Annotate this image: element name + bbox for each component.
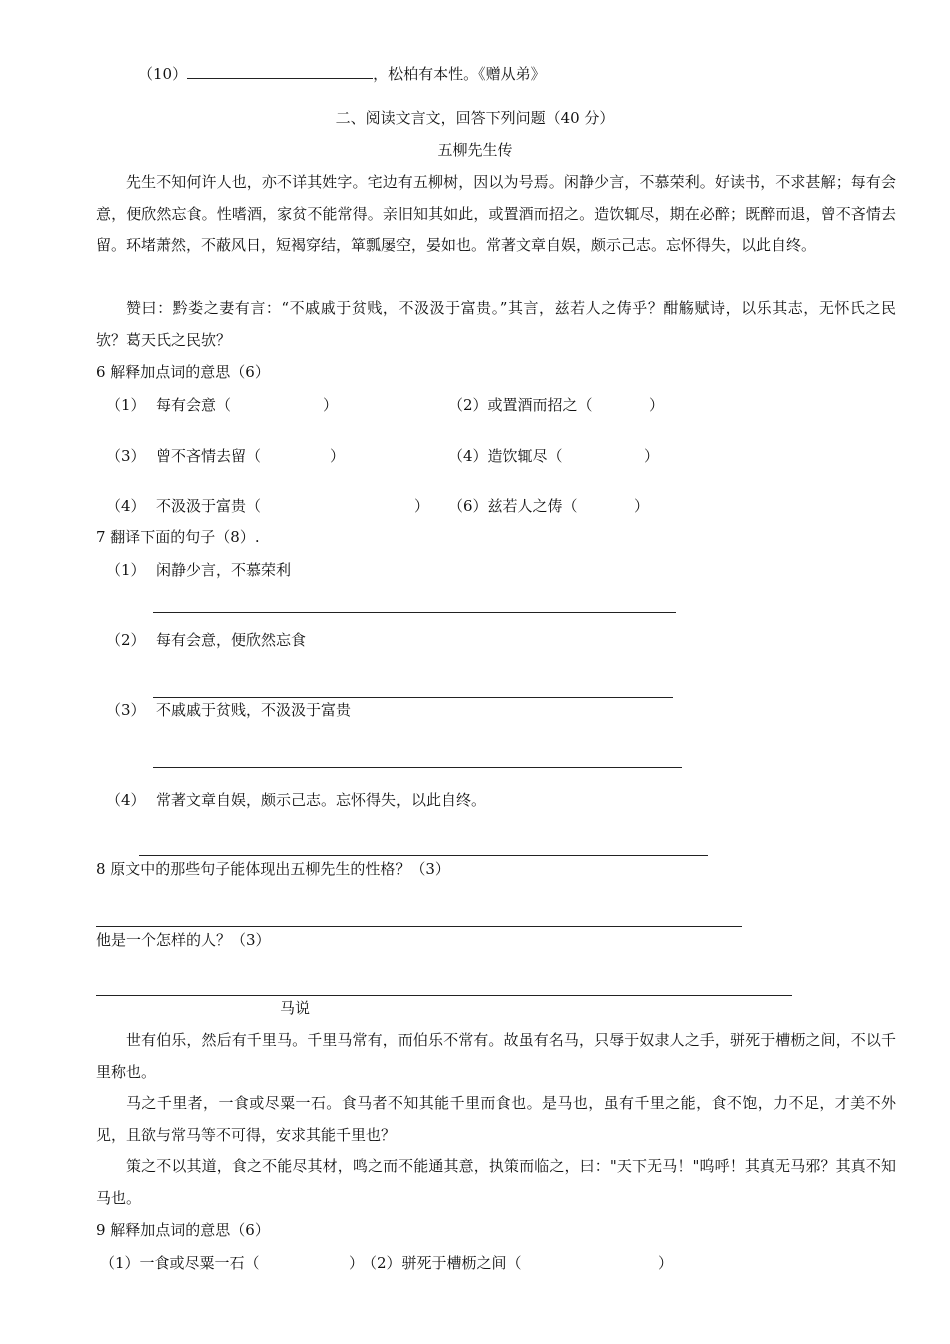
- passage2-paragraph2: 马之千里者，一食或尽粟一石。食马者不知其能千里而食也。是马也，虽有千里之能，食不饱，力不足，才美不外见，且欲与常马等不可得，安求其能千里也？: [96, 1094, 896, 1144]
- q6-item6-text: （6）兹若人之俦（: [448, 497, 578, 515]
- passage2-paragraph1: 世有伯乐，然后有千里马。千里马常有，而伯乐不常有。故虽有名马，只辱于奴隶人之手，骈死于槽枥之间，不以千里称也。: [96, 1031, 896, 1081]
- q6-item5-num: （4）: [106, 497, 146, 515]
- q6-item6-close: ）: [634, 497, 650, 515]
- q7-item4-num: （4）: [106, 791, 146, 809]
- q9-item2-close: ）: [658, 1254, 674, 1272]
- q8-sub-answer-line[interactable]: [96, 995, 792, 996]
- q7-item3-answer-line[interactable]: [153, 767, 682, 768]
- q7-item1-num: （1）: [106, 561, 146, 579]
- q6-item3-num: （3）: [106, 447, 146, 465]
- q7-item3-num: （3）: [106, 701, 146, 719]
- q6-title: 6 解释加点词的意思（6）: [96, 363, 270, 381]
- passage2-title: 马说: [280, 999, 311, 1017]
- q6-item2-text: （2）或置酒而招之（: [448, 396, 593, 414]
- q6-item1-close: ）: [323, 396, 339, 414]
- q6-item1-text: 每有会意（: [156, 396, 232, 414]
- passage1-paragraph2: 赞曰：黔娄之妻有言：“不戚戚于贫贱，不汲汲于富贵。”其言，兹若人之俦乎？酣觞赋诗，以乐其志，无怀氏之民欤？葛天氏之民欤？: [96, 299, 896, 349]
- q8-answer-line[interactable]: [96, 926, 742, 927]
- q6-item4-text: （4）造饮辄尽（: [448, 447, 563, 465]
- q7-item1-answer-line[interactable]: [153, 612, 676, 613]
- q7-item4-text: 常著文章自娱，颇示己志。忘怀得失，以此自终。: [156, 791, 487, 809]
- q7-title: 7 翻译下面的句子（8）.: [96, 528, 260, 546]
- q7-item1-text: 闲静少言，不慕荣利: [156, 561, 292, 579]
- q10-line: [138, 64, 546, 84]
- q7-item2-text: 每有会意，便欣然忘食: [156, 631, 307, 649]
- q9-title: 9 解释加点词的意思（6）: [96, 1221, 270, 1239]
- q6-item3-close: ）: [330, 447, 346, 465]
- q9-item1-text: （1）一食或尽粟一石（: [100, 1254, 260, 1272]
- q9-item1-close: ）: [349, 1254, 365, 1272]
- q7-item3-text: 不戚戚于贫贱，不汲汲于富贵: [156, 701, 352, 719]
- q6-item5-close: ）: [414, 497, 430, 515]
- q10-number: （10）: [138, 65, 188, 83]
- q7-item2-answer-line[interactable]: [153, 697, 673, 698]
- passage2-paragraph3: 策之不以其道，食之不能尽其材，鸣之而不能通其意，执策而临之，曰："天下无马！"呜呼！其真无马邪？其真不知马也。: [96, 1157, 896, 1207]
- q6-item2-close: ）: [649, 396, 665, 414]
- q6-item4-close: ）: [644, 447, 660, 465]
- q6-item1-num: （1）: [106, 396, 146, 414]
- passage1-title: 五柳先生传: [437, 141, 513, 159]
- q10-text: ，松柏有本性。《赠从弟》: [373, 65, 546, 83]
- q7-item4-answer-line[interactable]: [139, 855, 708, 856]
- q9-item2-text: （2）骈死于槽枥之间（: [362, 1254, 522, 1272]
- passage1-paragraph1: 先生不知何许人也，亦不详其姓字。宅边有五柳树，因以为号焉。闲静少言，不慕荣利。好读书，不求甚解；每有会意，便欣然忘食。性嗜酒，家贫不能常得。亲旧知其如此，或置酒而招之。造饮辄尽，期在必醉；既醉而退，曾不吝情去留。环堵萧然，不蔽风日，短褐穿结，箪瓢屡空，晏如也。常著文章自娱，颇示己志。忘怀得失，以此自终。: [96, 173, 896, 254]
- q6-item5-text: 不汲汲于富贵（: [156, 497, 262, 515]
- q7-item2-num: （2）: [106, 631, 146, 649]
- q10-answer-blank[interactable]: [187, 78, 373, 79]
- q8-title: 8 原文中的那些句子能体现出五柳先生的性格？（3）: [96, 860, 450, 878]
- q6-item3-text: 曾不吝情去留（: [156, 447, 262, 465]
- section2-title: 二、阅读文言文，回答下列问题（40 分）: [335, 109, 615, 127]
- q8-subquestion: 他是一个怎样的人？（3）: [96, 931, 271, 949]
